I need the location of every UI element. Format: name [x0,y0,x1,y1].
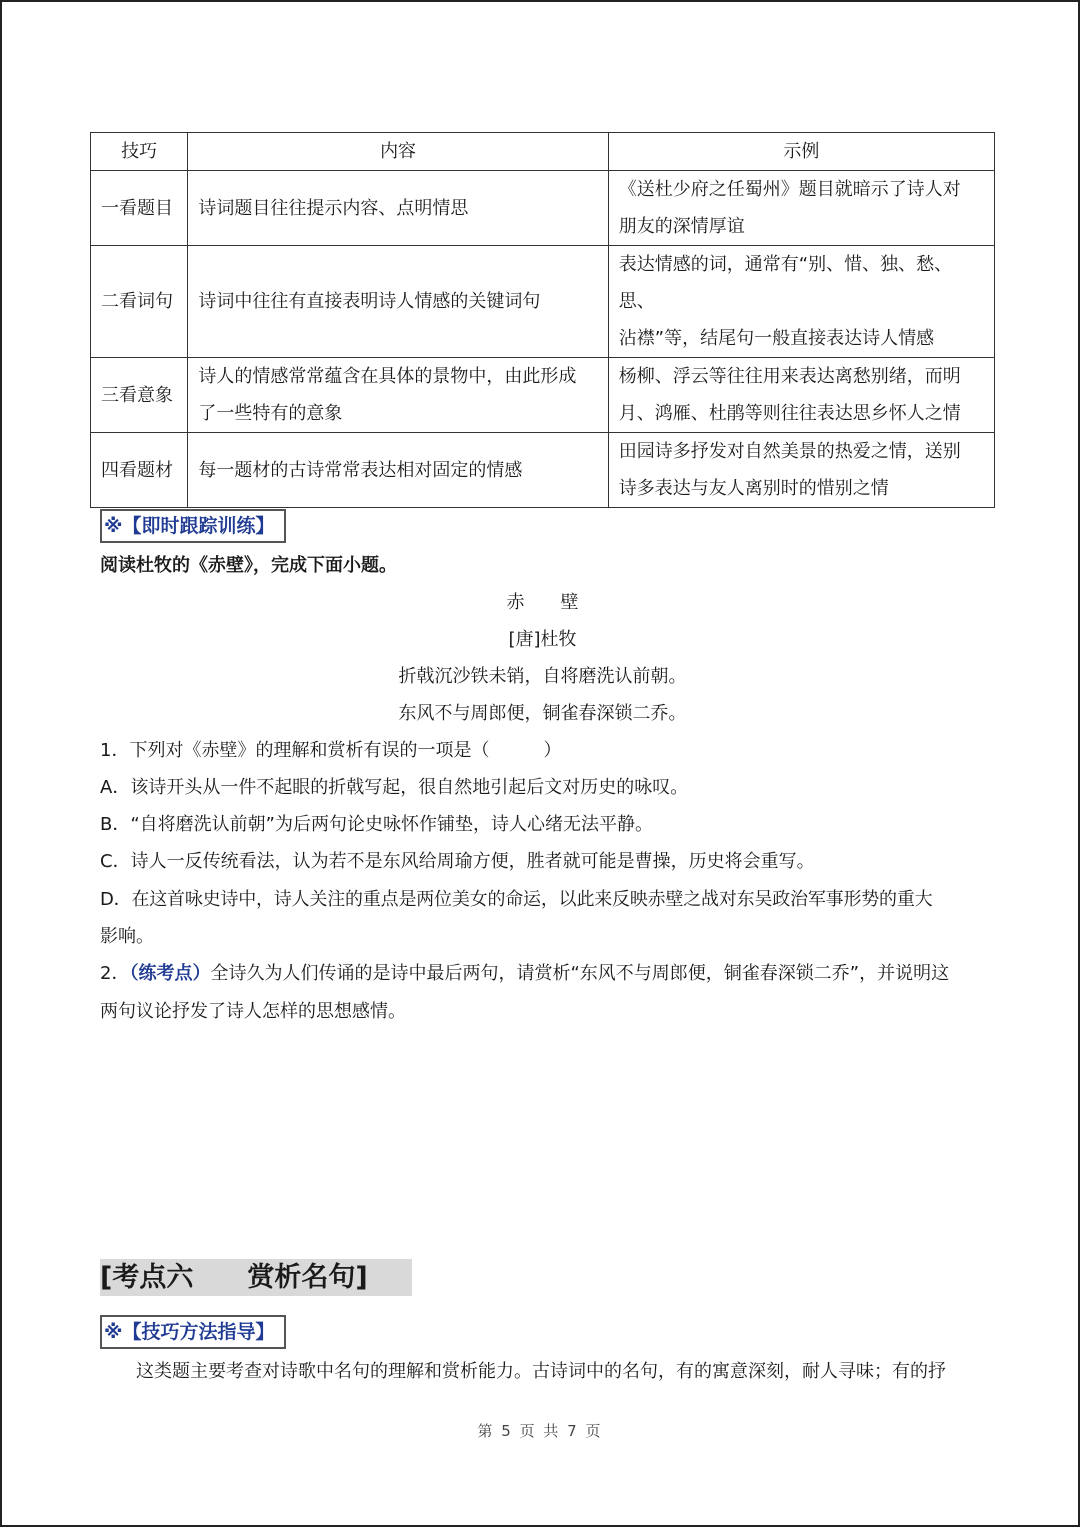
cell-content: 诗词中往往有直接表明诗人情感的关键词句 [188,246,608,358]
section-header: [考点六 赏析名句] [100,1259,412,1296]
option-c: C．诗人一反传统看法，认为若不是东风给周瑜方便，胜者就可能是曹操，历史将会重写。 [100,851,815,872]
poem-title: 赤 壁 [506,592,579,613]
guide-paragraph: 这类题主要考查对诗歌中名句的理解和赏析能力。古诗词中的名句，有的寓意深刻，耐人寻味；有的抒 [136,1361,946,1382]
table-row [91,358,995,433]
cell-content: 每一题材的古诗常常表达相对固定的情感 [188,433,608,508]
reading-instruction: 阅读杜牧的《赤壁》，完成下面小题。 [100,555,397,576]
cell-example: 表达情感的词，通常有“别、惜、独、愁、思、 沾襟”等，结尾句一般直接表达诗人情感 [608,246,994,358]
question-2-continued: 两句议论抒发了诗人怎样的思想感情。 [100,1001,406,1022]
table-header-row [91,133,995,171]
practice-tag: （练考点） [129,963,211,984]
option-b: B．“自将磨洗认前朝”为后两句论史咏怀作铺垫，诗人心绪无法平静。 [100,814,653,835]
guide-title: ※【技巧方法指导】 [100,1315,286,1349]
page-footer: 第 5 页 共 7 页 [477,1422,603,1440]
table-row [91,171,995,246]
techniques-table [90,132,995,508]
option-d-continued: 影响。 [100,926,154,947]
poem-author: [唐]杜牧 [508,629,577,650]
cell-example: 《送杜少府之任蜀州》题目就暗示了诗人对 朋友的深情厚谊 [608,171,994,246]
cell-content: 诗人的情感常常蕴含在具体的景物中，由此形成 了一些特有的意象 [188,358,608,433]
table-row [91,246,995,358]
option-d: D．在这首咏史诗中，诗人关注的重点是两位美女的命运，以此来反映赤壁之战对东吴政治军事形势的重大 [100,889,933,910]
header-content: 内容 [188,133,608,171]
question-2: 2．（练考点）全诗久为人们传诵的是诗中最后两句，请赏析“东风不与周郎便，铜雀春深锁二乔”，并说明这 [100,963,950,984]
cell-skill: 一看题目 [91,171,188,246]
cell-skill: 二看词句 [91,246,188,358]
training-title: ※【即时跟踪训练】 [100,509,286,543]
header-example: 示例 [608,133,994,171]
option-a: A．该诗开头从一件不起眼的折戟写起，很自然地引起后文对历史的咏叹。 [100,777,689,798]
cell-content: 诗词题目往往提示内容、点明情思 [188,171,608,246]
cell-skill: 三看意象 [91,358,188,433]
poem-line-2: 东风不与周郎便，铜雀春深锁二乔。 [398,703,687,724]
poem-line-1: 折戟沉沙铁未销，自将磨洗认前朝。 [398,666,687,687]
header-skill: 技巧 [91,133,188,171]
cell-skill: 四看题材 [91,433,188,508]
question-1-stem: 1．下列对《赤壁》的理解和赏析有误的一项是（ ） [100,740,562,761]
cell-example: 田园诗多抒发对自然美景的热爱之情，送别 诗多表达与友人离别时的惜别之情 [608,433,994,508]
table-row [91,433,995,508]
cell-example: 杨柳、浮云等往往用来表达离愁别绪，而明 月、鸿雁、杜鹃等则往往表达思乡怀人之情 [608,358,994,433]
